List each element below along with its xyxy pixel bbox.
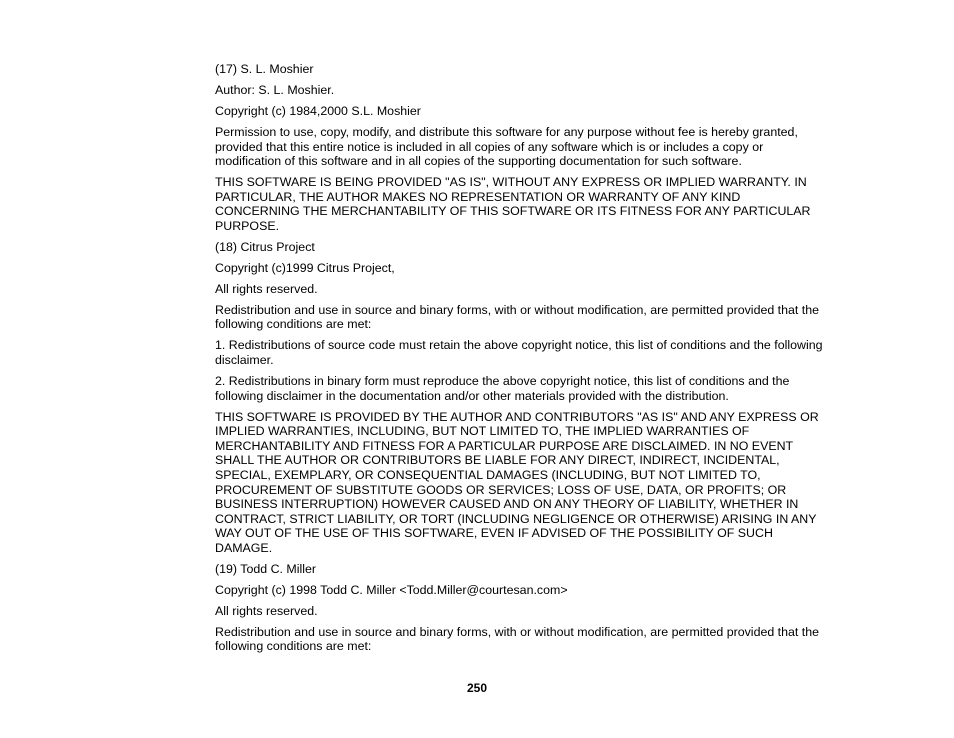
condition-2: 2. Redistributions in binary form must reproduce the above copyright notice, this list of conditions and the following disclaimer in the documentation and/or other materials provided with the distribution. [215,374,790,403]
condition-1: 1. Redistributions of source code must retain the above copyright notice, this list of conditions and the following disclaimer. [215,338,823,368]
liability-disclaimer: THIS SOFTWARE IS PROVIDED BY THE AUTHOR AND CONTRIBUTORS "AS IS" AND ANY EXPRESS OR IMPLIED WARRANTIES, INCLUDING, BUT NOT LIMITED TO, THE IMPLIED WARRANTIES OF MERCHANTABILITY AND FITNESS FOR A PARTICULAR PURPOSE ARE DISCLAIMED. IN NO EVENT SHALL THE AUTHOR OR CONTRIBUTORS BE LIABLE FOR ANY DIRECT, INDIRECT, INCIDENTAL, SPECIAL, EXEMPLARY, OR CONSEQUENTIAL DAMAGES (INCLUDING, BUT NOT LIMITED TO, PROCUREMENT OF SUBSTITUTE GOODS OR SERVICES; LOSS OF USE, DATA, OR PROFITS; OR BUSINESS INTERRUPTION) HOWEVER CAUSED AND ON ANY THEORY OF LIABILITY, WHETHER IN CONTRACT, STRICT LIABILITY, OR TORT (INCLUDING NEGLIGENCE OR OTHERWISE) ARISING IN ANY WAY OUT OF THE USE OF THIS SOFTWARE, EVEN IF ADVISED OF THE POSSIBILITY OF SUCH DAMAGE. [215,409,819,555]
section-heading-18: (18) Citrus Project [215,239,315,254]
redistribution-paragraph: Redistribution and use in source and binary forms, with or without modification, are permitted provided that the following conditions are met: [215,302,820,332]
redistribution-paragraph: Redistribution and use in source and binary forms, with or without modification, are permitted provided that the following conditions are met: [215,624,820,654]
copyright-line: Copyright (c)1999 Citrus Project, [215,260,395,275]
rights-reserved: All rights reserved. [215,281,318,296]
warranty-disclaimer: THIS SOFTWARE IS BEING PROVIDED "AS IS", WITHOUT ANY EXPRESS OR IMPLIED WARRANTY. IN PARTICULAR, THE AUTHOR MAKES NO REPRESENTATION OR WARRANTY OF ANY KIND CONCERNING THE MERCHANTABILITY OF THIS SOFTWARE OR ITS FITNESS FOR ANY PARTICULAR PURPOSE. [215,175,811,233]
rights-reserved: All rights reserved. [215,603,318,618]
section-heading-19: (19) Todd C. Miller [215,561,316,576]
author-line: Author: S. L. Moshier. [215,82,335,97]
document-body [215,62,827,660]
page-number: 250 [466,681,488,695]
copyright-line: Copyright (c) 1998 Todd C. Miller <Todd.Miller@courtesan.com> [215,582,568,597]
section-heading-17: (17) S. L. Moshier [215,62,314,76]
copyright-line: Copyright (c) 1984,2000 S.L. Moshier [215,103,421,118]
permission-paragraph: Permission to use, copy, modify, and distribute this software for any purpose without fee is hereby granted, provided that this entire notice is included in all copies of any software which is or includes a copy or modification of this software and in all copies of the supporting documentation for such software. [215,124,798,169]
